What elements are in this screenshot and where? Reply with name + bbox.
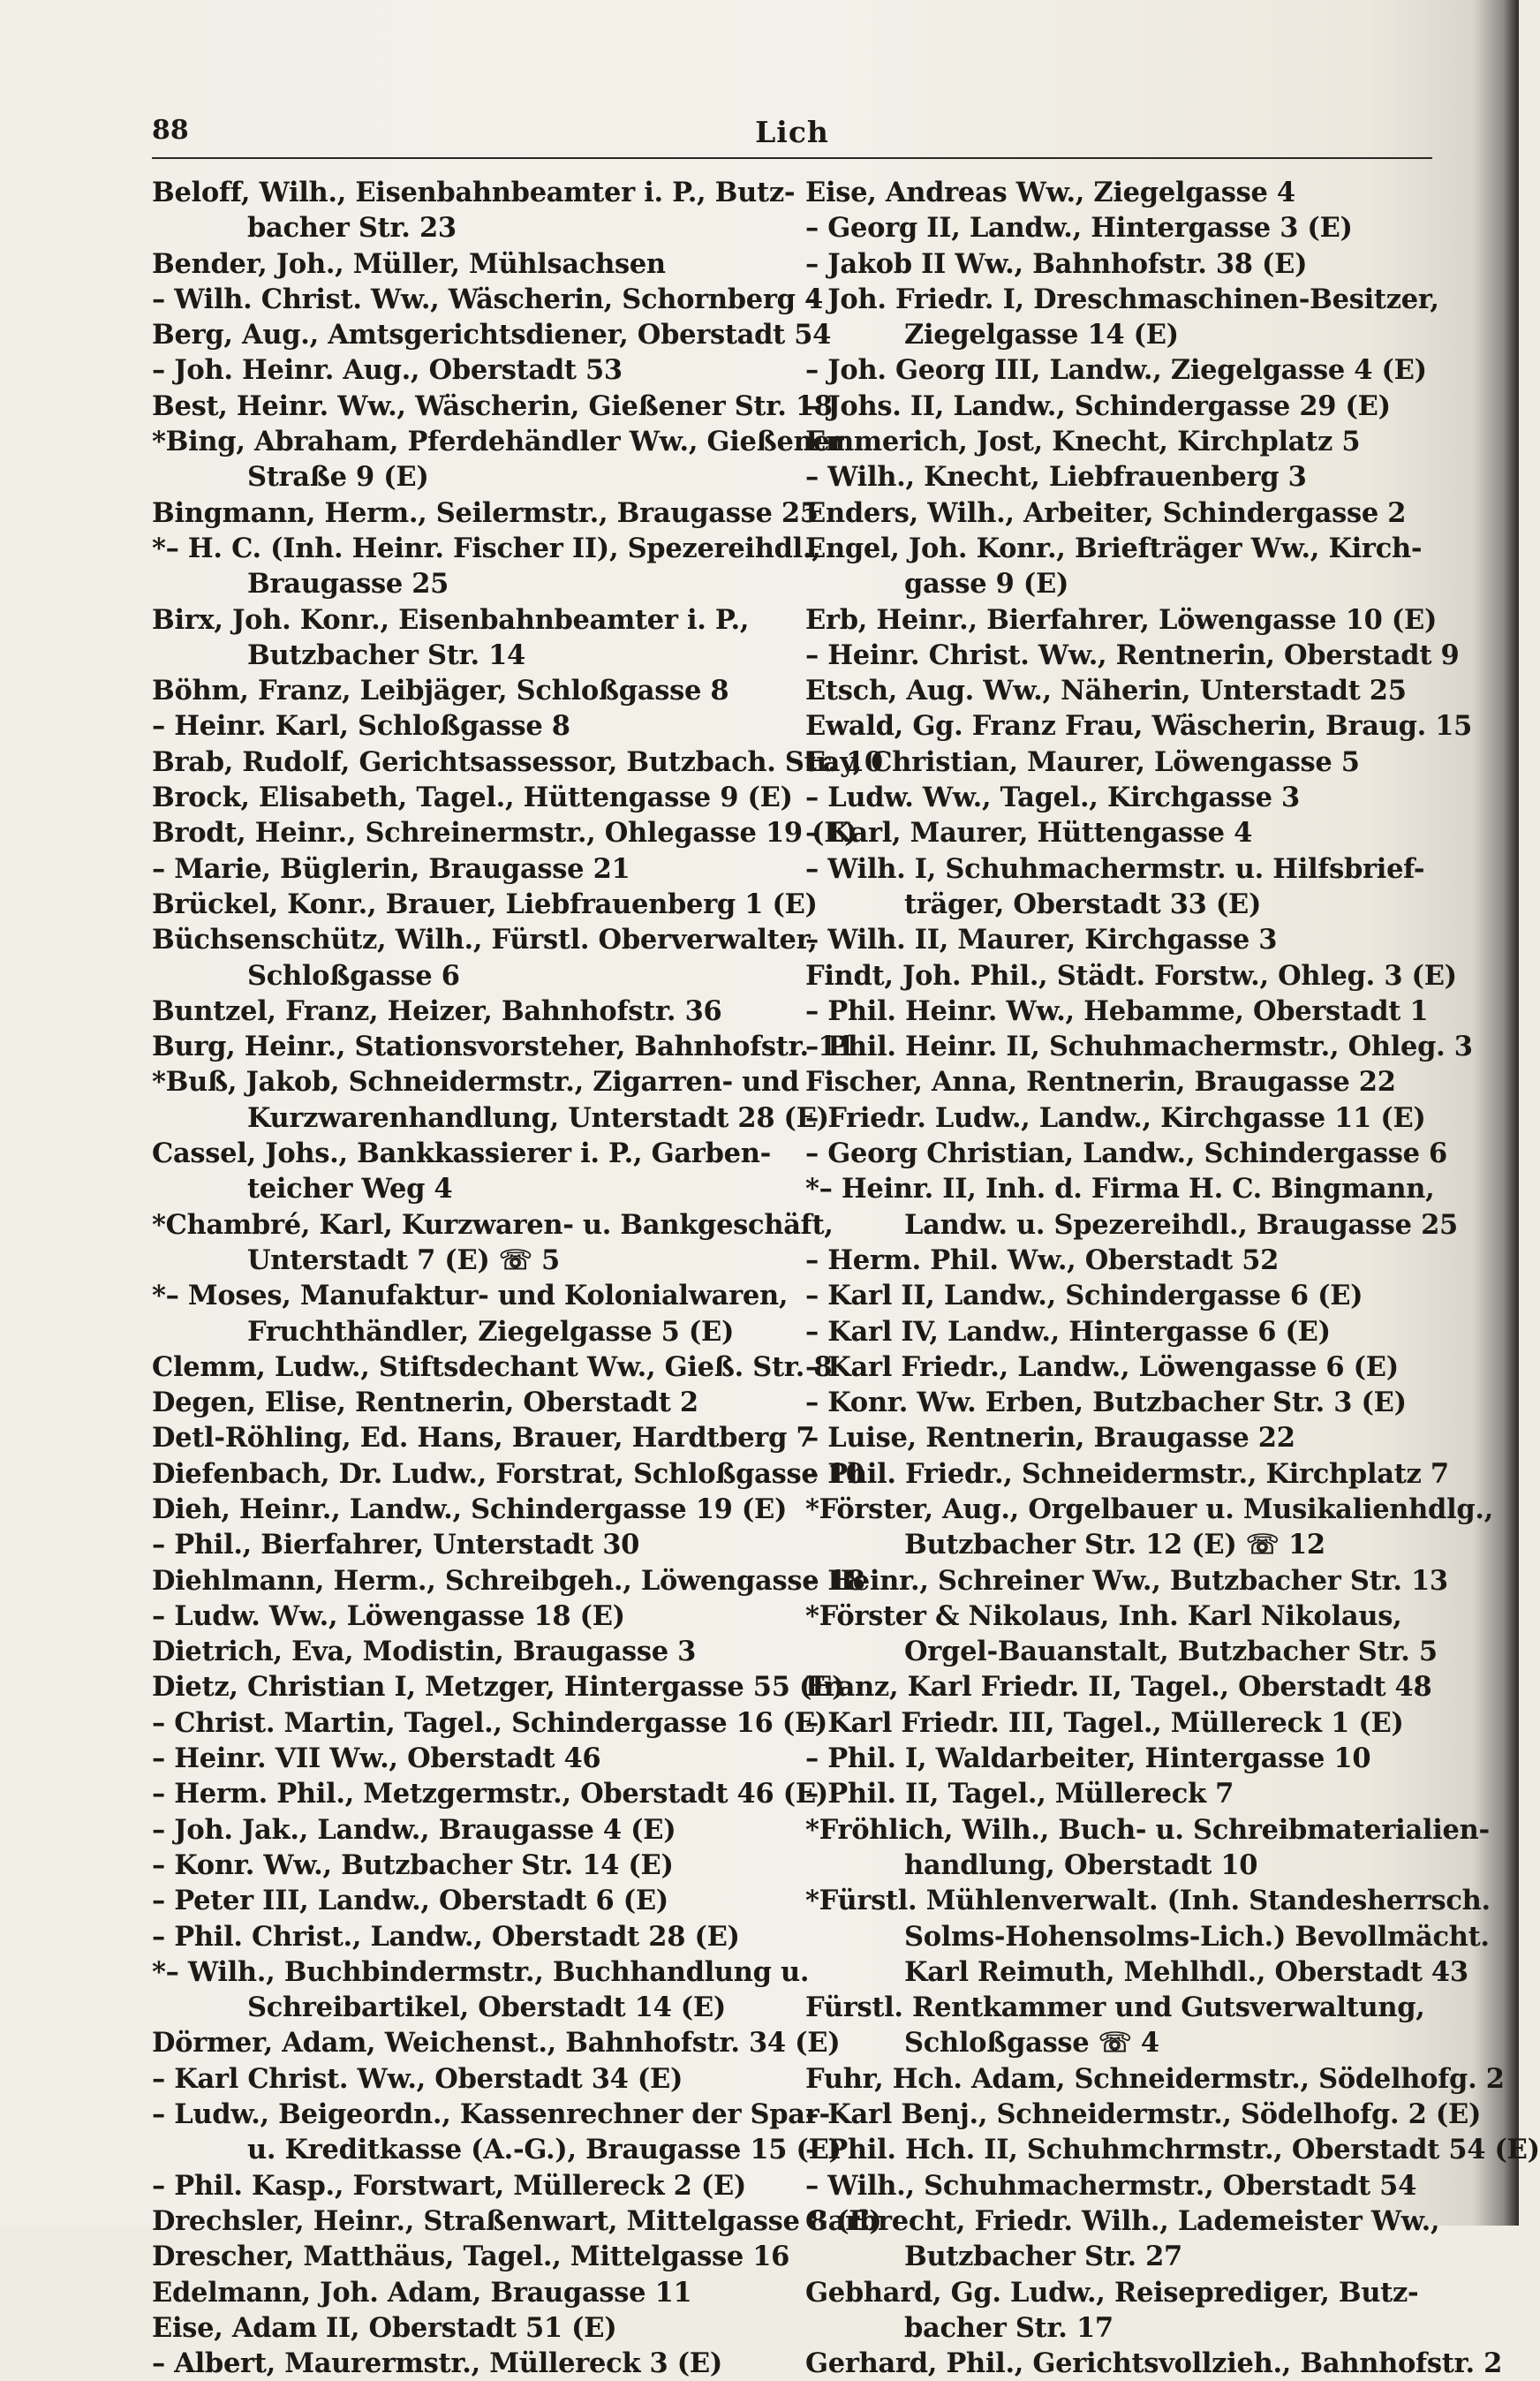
directory-entry: Büchsenschütz, Wilh., Fürstl. Oberverwalter, [152, 924, 818, 956]
directory-entry: – Phil. Heinr. Ww., Hebamme, Oberstadt 1 [805, 994, 1429, 1027]
directory-entry: Findt, Joh. Phil., Städt. Forstw., Ohleg. 3 (E) [805, 959, 1457, 992]
directory-entry: – Jakob II Ww., Bahnhofstr. 38 (E) [805, 247, 1308, 280]
directory-entry: Best, Heinr. Ww., Wäscherin, Gießener Str. 18 [152, 389, 833, 422]
directory-entry-continuation: Butzbacher Str. 12 (E) ☏ 12 [904, 1529, 1325, 1561]
directory-entry: Dietz, Christian I, Metzger, Hintergasse 55 (E) [152, 1671, 845, 1704]
directory-entry: – Georg II, Landw., Hintergasse 3 (E) [805, 212, 1353, 245]
directory-entry: *Förster, Aug., Orgelbauer u. Musikalienhdlg., [805, 1493, 1494, 1525]
directory-entry: Beloff, Wilh., Eisenbahnbeamter i. P., Butz- [152, 177, 796, 208]
directory-entry: Berg, Aug., Amtsgerichtsdiener, Oberstadt 54 [152, 319, 832, 351]
directory-entry-continuation: träger, Oberstadt 33 (E) [904, 888, 1262, 920]
directory-entry: Ewald, Gg. Franz Frau, Wäscherin, Braug. 15 [805, 710, 1473, 743]
directory-entry: Cassel, Johs., Bankkassierer i. P., Garben- [152, 1138, 771, 1170]
directory-entry-continuation: Braugasse 25 [247, 568, 449, 601]
directory-entry: – Marie, Büglerin, Braugasse 21 [152, 852, 630, 885]
directory-entry: Fuhr, Hch. Adam, Schneidermstr., Södelhofg. 2 [805, 2062, 1505, 2095]
directory-entry: Brodt, Heinr., Schreinermstr., Ohlegasse 19 (E) [152, 817, 857, 850]
directory-entry-continuation: bacher Str. 17 [904, 2311, 1113, 2344]
directory-entry: – Friedr. Ludw., Landw., Kirchgasse 11 (E) [805, 1101, 1426, 1134]
directory-entry: Garbrecht, Friedr. Wilh., Lademeister Ww., [805, 2204, 1440, 2237]
directory-entry: Gerhard, Phil., Gerichtsvollzieh., Bahnhofstr. 2 [805, 2347, 1503, 2380]
directory-entry: – Georg Christian, Landw., Schindergasse 6 [805, 1138, 1447, 1170]
directory-entry: Dietrich, Eva, Modistin, Braugasse 3 [152, 1636, 697, 1668]
directory-entry: Birx, Joh. Konr., Eisenbahnbeamter i. P., [152, 603, 750, 636]
directory-entry: Diehlmann, Herm., Schreibgeh., Löwengasse 18 [152, 1564, 865, 1597]
directory-entry: Brückel, Konr., Brauer, Liebfrauenberg 1 (E) [152, 888, 818, 920]
directory-entry-continuation: Kurzwarenhandlung, Unterstadt 28 (E) [247, 1101, 829, 1134]
directory-entry: *– Heinr. II, Inh. d. Firma H. C. Bingmann, [805, 1173, 1435, 1206]
directory-entry: Burg, Heinr., Stationsvorsteher, Bahnhofstr. 11 [152, 1031, 856, 1063]
directory-entry-continuation: Schloßgasse ☏ 4 [904, 2027, 1159, 2060]
directory-entry: – Peter III, Landw., Oberstadt 6 (E) [152, 1885, 668, 1917]
directory-entry: – Phil. II, Tagel., Müllereck 7 [805, 1778, 1234, 1810]
left-column [152, 175, 883, 2381]
directory-entry: Fay, Christian, Maurer, Löwengasse 5 [805, 745, 1360, 778]
directory-entry: – Heinr. Christ. Ww., Rentnerin, Oberstadt 9 [805, 639, 1460, 671]
directory-entry: – Joh. Georg III, Landw., Ziegelgasse 4 (E) [805, 354, 1427, 387]
directory-entry: – Karl Friedr. III, Tagel., Müllereck 1 (E) [805, 1706, 1404, 1739]
directory-entry: Erb, Heinr., Bierfahrer, Löwengasse 10 (E) [805, 603, 1438, 636]
header-rule [152, 157, 1432, 159]
directory-entry: – Konr. Ww., Butzbacher Str. 14 (E) [152, 1848, 674, 1881]
directory-entry: Etsch, Aug. Ww., Näherin, Unterstadt 25 [805, 675, 1407, 707]
directory-entry: Eise, Adam II, Oberstadt 51 (E) [152, 2311, 617, 2344]
directory-entry-continuation: Ziegelgasse 14 (E) [904, 319, 1179, 351]
directory-entry: Detl-Röhling, Ed. Hans, Brauer, Hardtberg 7 [152, 1422, 815, 1455]
directory-entry: – Karl Christ. Ww., Oberstadt 34 (E) [152, 2062, 683, 2095]
directory-entry: – Ludw. Ww., Löwengasse 18 (E) [152, 1599, 625, 1632]
directory-entry: Franz, Karl Friedr. II, Tagel., Oberstadt 48 [805, 1671, 1432, 1704]
directory-entry: *Fürstl. Mühlenverwalt. (Inh. Standesherrsch. [805, 1885, 1491, 1917]
directory-entry: *– Wilh., Buchbindermstr., Buchhandlung u. [152, 1955, 810, 1988]
directory-entry: – Karl, Maurer, Hüttengasse 4 [805, 817, 1253, 850]
directory-entry: – Phil. Hch. II, Schuhmchrmstr., Oberstadt 54 (E) [805, 2134, 1540, 2166]
directory-entry: Enders, Wilh., Arbeiter, Schindergasse 2 [805, 496, 1407, 529]
directory-entry: – Joh. Friedr. I, Dreschmaschinen-Besitzer, [805, 283, 1439, 315]
directory-entry: Dörmer, Adam, Weichenst., Bahnhofstr. 34 (E) [152, 2027, 841, 2060]
directory-entry: Edelmann, Joh. Adam, Braugasse 11 [152, 2276, 692, 2309]
directory-entry: Bingmann, Herm., Seilermstr., Braugasse 25 [152, 496, 819, 529]
directory-entry: *Buß, Jakob, Schneidermstr., Zigarren- und [152, 1066, 799, 1099]
directory-entry: – Phil., Bierfahrer, Unterstadt 30 [152, 1529, 640, 1561]
directory-entry: – Heinr., Schreiner Ww., Butzbacher Str. 13 [805, 1564, 1448, 1597]
directory-entry: – Karl II, Landw., Schindergasse 6 (E) [805, 1280, 1363, 1312]
directory-entry: Engel, Joh. Konr., Briefträger Ww., Kirch- [805, 532, 1423, 564]
directory-entry: Dieh, Heinr., Landw., Schindergasse 19 (E) [152, 1493, 788, 1525]
directory-entry-continuation: Butzbacher Str. 14 [247, 639, 525, 671]
directory-entry: *Fröhlich, Wilh., Buch- u. Schreibmaterialien- [805, 1813, 1490, 1846]
directory-entry: Eise, Andreas Ww., Ziegelgasse 4 [805, 177, 1295, 208]
directory-entry: – Konr. Ww. Erben, Butzbacher Str. 3 (E) [805, 1387, 1407, 1419]
directory-entry: – Heinr. Karl, Schloßgasse 8 [152, 710, 570, 743]
directory-entry: Brock, Elisabeth, Tagel., Hüttengasse 9 (E) [152, 782, 793, 814]
directory-entry: – Wilh. I, Schuhmachermstr. u. Hilfsbrief- [805, 852, 1425, 885]
directory-entry: Drescher, Matthäus, Tagel., Mittelgasse 16 [152, 2241, 790, 2273]
directory-entry: – Wilh., Schuhmachermstr., Oberstadt 54 [805, 2169, 1416, 2202]
directory-entry: – Phil. Heinr. II, Schuhmachermstr., Ohleg. 3 [805, 1031, 1473, 1063]
directory-entry: Buntzel, Franz, Heizer, Bahnhofstr. 36 [152, 994, 722, 1027]
directory-entry: Emmerich, Jost, Knecht, Kirchplatz 5 [805, 426, 1361, 458]
directory-entry: – Phil. Friedr., Schneidermstr., Kirchplatz 7 [805, 1457, 1449, 1490]
directory-entry-continuation: Fruchthändler, Ziegelgasse 5 (E) [247, 1315, 735, 1348]
directory-entry: – Phil. Christ., Landw., Oberstadt 28 (E) [152, 1920, 740, 1953]
directory-entry-continuation: Landw. u. Spezereihdl., Braugasse 25 [904, 1208, 1458, 1241]
directory-entry: – Johs. II, Landw., Schindergasse 29 (E) [805, 389, 1391, 422]
directory-entry: – Christ. Martin, Tagel., Schindergasse 16 (E) [152, 1706, 828, 1739]
directory-entry-continuation: Schloßgasse 6 [247, 959, 460, 992]
directory-entry: – Wilh. Christ. Ww., Wäscherin, Schornberg 4 [152, 283, 823, 315]
directory-entry: Fürstl. Rentkammer und Gutsverwaltung, [805, 1992, 1425, 2024]
directory-entry: – Joh. Jak., Landw., Braugasse 4 (E) [152, 1813, 676, 1846]
directory-entry: Degen, Elise, Rentnerin, Oberstadt 2 [152, 1387, 698, 1419]
directory-entry: – Herm. Phil. Ww., Oberstadt 52 [805, 1243, 1280, 1276]
directory-entry: Gebhard, Gg. Ludw., Reiseprediger, Butz- [805, 2276, 1419, 2309]
directory-entry: – Karl Benj., Schneidermstr., Södelhofg. 2 (E) [805, 2098, 1482, 2131]
directory-entry-continuation: gasse 9 (E) [904, 568, 1069, 601]
directory-entry: – Heinr. VII Ww., Oberstadt 46 [152, 1742, 601, 1775]
directory-entry-continuation: Straße 9 (E) [247, 461, 429, 494]
directory-entry: Brab, Rudolf, Gerichtsassessor, Butzbach. Str. 10 [152, 745, 883, 778]
directory-entry: – Herm. Phil., Metzgermstr., Oberstadt 46 (E) [152, 1778, 828, 1810]
directory-entry-continuation: Unterstadt 7 (E) ☏ 5 [247, 1243, 560, 1276]
directory-entry-continuation: Orgel-Bauanstalt, Butzbacher Str. 5 [904, 1636, 1438, 1668]
directory-entry: – Phil. Kasp., Forstwart, Müllereck 2 (E) [152, 2169, 747, 2202]
directory-entry: – Karl Friedr., Landw., Löwengasse 6 (E) [805, 1350, 1399, 1383]
directory-entry: – Wilh., Knecht, Liebfrauenberg 3 [805, 461, 1307, 494]
directory-entry-continuation: bacher Str. 23 [247, 212, 457, 245]
directory-entry: – Ludw. Ww., Tagel., Kirchgasse 3 [805, 782, 1300, 814]
directory-entry: – Joh. Heinr. Aug., Oberstadt 53 [152, 354, 623, 387]
directory-entry-continuation: u. Kreditkasse (A.-G.), Braugasse 15 (E) [247, 2134, 842, 2166]
directory-entry-continuation: Schreibartikel, Oberstadt 14 (E) [247, 1992, 727, 2024]
directory-entry: – Karl IV, Landw., Hintergasse 6 (E) [805, 1315, 1331, 1348]
directory-entry-continuation: Butzbacher Str. 27 [904, 2241, 1182, 2273]
directory-entry: *– H. C. (Inh. Heinr. Fischer II), Spezereihdl., [152, 532, 821, 564]
directory-entry: *Förster & Nikolaus, Inh. Karl Nikolaus, [805, 1599, 1402, 1632]
directory-entry: *Chambré, Karl, Kurzwaren- u. Bankgeschäft, [152, 1208, 834, 1241]
directory-entry-continuation: Solms-Hohensolms-Lich.) Bevollmächt. [904, 1920, 1490, 1953]
directory-entry: Böhm, Franz, Leibjäger, Schloßgasse 8 [152, 675, 729, 707]
directory-entry: *Bing, Abraham, Pferdehändler Ww., Gießener [152, 426, 844, 458]
directory-entry: Fischer, Anna, Rentnerin, Braugasse 22 [805, 1066, 1396, 1099]
directory-entry: – Luise, Rentnerin, Braugasse 22 [805, 1422, 1295, 1455]
directory-entry: – Albert, Maurermstr., Müllereck 3 (E) [152, 2347, 723, 2380]
right-column [805, 175, 1540, 2381]
directory-entry: *– Moses, Manufaktur- und Kolonialwaren, [152, 1280, 789, 1312]
page-title: Lich [755, 115, 829, 149]
directory-entry: Bender, Joh., Müller, Mühlsachsen [152, 247, 666, 280]
directory-entry-continuation: handlung, Oberstadt 10 [904, 1848, 1258, 1881]
page-header [152, 115, 1432, 159]
directory-entry: Clemm, Ludw., Stiftsdechant Ww., Gieß. Str. 8 [152, 1350, 833, 1383]
directory-entry: – Phil. I, Waldarbeiter, Hintergasse 10 [805, 1742, 1371, 1775]
page-number: 88 [152, 115, 189, 146]
directory-entry-continuation: teicher Weg 4 [247, 1173, 453, 1206]
directory-entry: – Wilh. II, Maurer, Kirchgasse 3 [805, 924, 1278, 956]
directory-entry: – Ludw., Beigeordn., Kassenrechner der Spar- [152, 2098, 830, 2131]
directory-entry: Drechsler, Heinr., Straßenwart, Mittelgasse 8 (E) [152, 2204, 882, 2237]
directory-entry: Diefenbach, Dr. Ludw., Forstrat, Schloßgasse 10 [152, 1457, 864, 1490]
directory-entry-continuation: Karl Reimuth, Mehlhdl., Oberstadt 43 [904, 1955, 1468, 1988]
